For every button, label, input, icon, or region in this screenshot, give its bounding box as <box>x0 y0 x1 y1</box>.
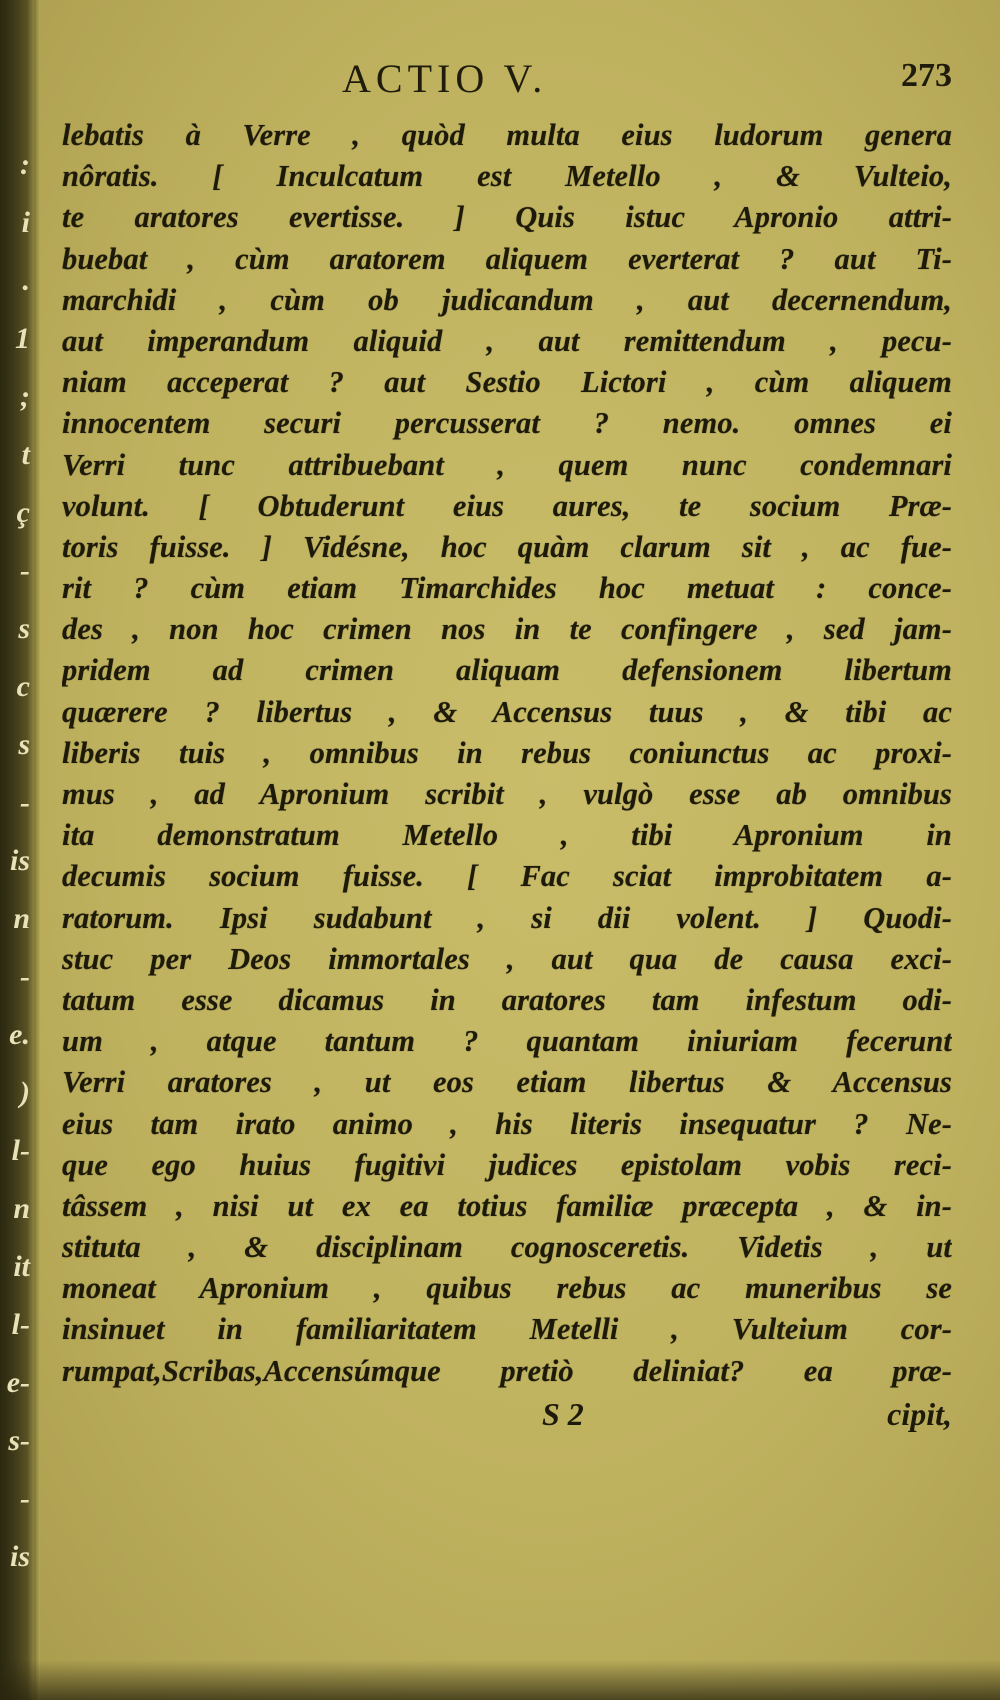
text-line: ita demonstratum Metello , tibi Apronium in <box>62 818 952 853</box>
text-line: innocentem securi percusserat ? nemo. omnes ei <box>62 406 952 441</box>
text-line: um , atque tantum ? quantam iniuriam fecerunt <box>62 1024 952 1059</box>
text-line: moneat Apronium , quibus rebus ac muneribus se <box>62 1271 952 1306</box>
text-line: volunt. [ Obtuderunt eius aures, te socium Præ- <box>62 488 952 523</box>
facing-page-fragment: . <box>22 264 30 297</box>
facing-page-fragment: n <box>13 1192 30 1225</box>
facing-page-fragment: t <box>21 438 30 471</box>
facing-page-fragment: : <box>20 148 30 181</box>
book-page <box>62 55 952 1446</box>
text-line: toris fuisse. ] Vidésne, hoc quàm clarum sit , ac fue- <box>62 529 952 564</box>
facing-page-fragment: 1 <box>15 322 30 355</box>
text-line: rumpat,Scribas,Accensúmque pretiò deliniat? ea præ- <box>62 1353 952 1388</box>
facing-page-fragment: is <box>9 1540 30 1573</box>
text-line: eius tam irato animo , his literis insequatur ? Ne- <box>62 1106 952 1141</box>
facing-page-fragment: ) <box>20 1076 30 1109</box>
facing-page-fragment: i <box>21 206 30 239</box>
facing-page-fragment: ; <box>20 380 30 413</box>
facing-page-fragment: e- <box>6 1366 30 1399</box>
text-line: nôratis. [ Inculcatum est Metello , & Vulteio, <box>62 159 952 194</box>
facing-page-fragment: l- <box>11 1134 30 1167</box>
facing-page-fragment: is <box>9 844 30 877</box>
text-line: stuc per Deos immortales , aut qua de causa exci- <box>62 941 952 976</box>
text-line: stituta , & disciplinam cognosceretis. Videtis , ut <box>62 1230 952 1265</box>
facing-page-fragment: l- <box>11 1308 30 1341</box>
facing-page-fragment: - <box>20 554 30 587</box>
facing-page-fragment: c <box>16 670 30 703</box>
facing-page-fragment: - <box>20 786 30 819</box>
text-line: tâssem , nisi ut ex ea totius familiæ præcepta , & in- <box>62 1188 952 1223</box>
signature-mark: S 2 <box>542 1395 584 1432</box>
text-line: te aratores evertisse. ] Quis istuc Apronio attri- <box>62 200 952 235</box>
text-line: pridem ad crimen aliquam defensionem libertum <box>62 653 952 688</box>
body-text <box>62 115 952 1392</box>
text-line: aut imperandum aliquid , aut remittendum , pecu- <box>62 323 952 358</box>
facing-page-fragment: - <box>20 1482 30 1515</box>
page-bottom-shadow <box>0 1660 1000 1700</box>
text-line: mus , ad Apronium scribit , vulgò esse ab omnibus <box>62 777 952 811</box>
text-line: insinuet in familiaritatem Metelli , Vulteium cor- <box>62 1312 952 1347</box>
facing-page-fragment: - <box>20 960 30 993</box>
facing-page-fragment: it <box>13 1250 30 1283</box>
text-line: decumis socium fuisse. [ Fac sciat improbitatem a- <box>62 859 952 894</box>
facing-page-fragment: s <box>18 612 30 645</box>
facing-page-fragment: ç <box>16 496 30 529</box>
facing-page-fragment: n <box>13 902 30 935</box>
text-line: des , non hoc crimen nos in te confingere , sed jam- <box>62 612 952 647</box>
text-line: que ego huius fugitivi judices epistolam vobis reci- <box>62 1147 952 1182</box>
text-line: Verri tunc attribuebant , quem nunc condemnari <box>62 447 952 482</box>
text-line: niam acceperat ? aut Sestio Lictori , cùm aliquem <box>62 365 952 400</box>
facing-page-margin <box>0 0 30 1700</box>
page-header <box>62 55 952 115</box>
text-line: tatum esse dicamus in aratores tam infestum odi- <box>62 982 952 1017</box>
text-line: lebatis à Verre , quòd multa eius ludorum genera <box>62 118 952 152</box>
text-line: quærere ? libertus , & Accensus tuus , & tibi ac <box>62 694 952 729</box>
facing-page-fragment: e. <box>9 1018 30 1051</box>
page-footer <box>62 1396 952 1446</box>
running-title: ACTIO V. <box>342 56 548 101</box>
text-line: marchidi , cùm ob judicandum , aut decernendum, <box>62 282 952 317</box>
page-number: 273 <box>901 57 952 94</box>
text-line: liberis tuis , omnibus in rebus coniunctus ac proxi- <box>62 735 952 770</box>
text-line: buebat , cùm aratorem aliquem everterat ? aut Ti- <box>62 241 952 276</box>
catchword: cipit, <box>887 1395 952 1432</box>
gutter-edge <box>34 0 40 1700</box>
facing-page-fragment: s <box>18 728 30 761</box>
text-line: ratorum. Ipsi sudabunt , si dii volent. ] Quodi- <box>62 900 952 935</box>
text-line: Verri aratores , ut eos etiam libertus & Accensus <box>62 1065 952 1100</box>
text-line: rit ? cùm etiam Timarchides hoc metuat : conce- <box>62 571 952 606</box>
facing-page-fragment: s- <box>8 1424 30 1457</box>
